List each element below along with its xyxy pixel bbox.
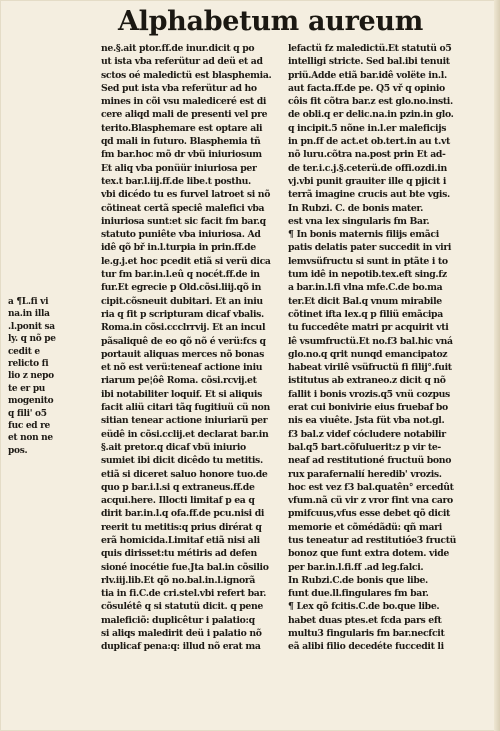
text-line: terito.Blasphemare est optare ali <box>101 122 263 134</box>
text-line: côis fit cõtra bar.z est glo.no.insti. <box>288 96 453 108</box>
margin-note-line: te er pu <box>8 383 46 394</box>
text-line: terrã imagine crucis aut bte vgis. <box>288 189 450 201</box>
text-line: §.ait pretor.q dicaf vbü iniurio <box>101 441 246 453</box>
text-line: per bar.in.l.fi.ff .ad leg.falci. <box>288 561 424 573</box>
text-line: istitutus ab extraneo.z dicit q nõ <box>288 375 446 387</box>
text-line: le.g.j.et hoc pcedit etiã si verü dica <box>101 255 271 267</box>
text-line: dirit bar.in.l.q ofa.ff.de pcu.nisi di <box>101 508 265 520</box>
text-line: sitian tenear actione iniuriarü per <box>101 415 268 427</box>
text-line: q incipit.5 nõne in.l.er maleficijs <box>288 122 447 134</box>
text-line: ter.Et dicit Bal.q vnum mirabile <box>288 295 442 307</box>
text-line: a bar.in.l.fi vlna mfe.C.de bo.ma <box>288 282 443 294</box>
margin-note-line: ly. q nõ pe <box>8 334 56 345</box>
text-line: tur fm bar.in.l.eû q nocét.ff.de in <box>101 269 260 281</box>
text-line: lefactü fz maledictü.Et statutü o5 <box>288 43 452 54</box>
text-line: aut facta.ff.de pe. Q5 vř q opinio <box>288 82 445 94</box>
text-line: quo p bar.i.l.si q extraneus.ff.de <box>101 481 255 493</box>
text-line: statuto puniête vba iniuriosa. Ad <box>101 229 261 241</box>
text-column-left <box>101 42 277 654</box>
text-line: Roma.in cõsi.ccclrrvij. Et an incul <box>101 322 266 334</box>
text-line: reerit tu metitis:q prius dirérat q <box>101 521 262 533</box>
text-line: quis dirisset:tu métiris ad defen <box>101 548 257 560</box>
text-line: fur.Et egrecie p Old.cõsi.liij.qõ in <box>101 282 262 294</box>
text-line: pãsaliquê de eo qõ nõ é verü:fcs q <box>101 335 266 347</box>
text-line: idê qõ bř in.l.turpia in prin.ff.de <box>101 242 256 254</box>
text-line: ibi notabiliter loquif. Et si aliquis <box>101 388 262 400</box>
text-line: intelligi stricte. Sed bal.ibi tenuit <box>288 56 450 68</box>
text-line: ne.§.ait ptor.ff.de inur.dicit q po <box>101 43 255 54</box>
text-line: sumiet ibi dicit dicêdo tu metitis. <box>101 455 263 467</box>
text-line: pmifcuus,vfus esse debet qõ dicit <box>288 508 450 520</box>
text-line: sctos oé maledictü est blasphemia. <box>101 69 272 81</box>
text-line: qd mali in futuro. Blasphemia tñ <box>101 136 261 148</box>
margin-note-line: .l.ponit sa <box>8 321 55 332</box>
text-line: vfum.nã cü vir z vror fint vna caro <box>288 495 453 507</box>
text-line: cõsulétê q si statutü dicit. q pene <box>101 601 263 613</box>
text-line: glo.no.q qrit nunqd emancipatoz <box>288 348 448 360</box>
text-line: Et aliq vba ponüür iniuriosa per <box>101 162 257 174</box>
text-line: in pn.ff de act.et ob.tert.in au t.vt <box>288 136 450 148</box>
text-line: si aliqs maledirit deü i palatio nõ <box>101 628 262 640</box>
text-line: tex.t bar.l.iij.ff.de libe.t posthu. <box>101 175 251 187</box>
text-line: multu3 fingularis fm bar.necfcit <box>288 628 445 640</box>
text-line: erat cui bonivirie eius fruebaf bo <box>288 402 448 414</box>
margin-note-line: a ¶L.fi vi <box>8 297 49 307</box>
text-line: ¶ In bonis maternis filijs emãci <box>288 229 439 241</box>
text-line: etiã si diceret saluo honore tuo.de <box>101 468 268 480</box>
page-edge <box>494 0 500 731</box>
text-line: acqui.here. Illocti limitaf p ea q <box>101 495 255 507</box>
text-line: f3 bal.z videf cócludere notabilir <box>288 428 446 440</box>
text-line: Sed put ista vba referütur ad ho <box>101 82 257 94</box>
text-line: ria q fit p scripturam dicaf vbalis. <box>101 308 264 320</box>
text-line: tus teneatur ad restitutióe3 fructü <box>288 534 457 546</box>
text-line: mines in cõi vsu malediceré est di <box>101 96 267 108</box>
margin-note-line: pos. <box>8 445 28 456</box>
text-line: nõ luru.cõtra na.post prin Et ad- <box>288 149 446 161</box>
text-line: lê vsumfructü.Et no.f3 bal.hic vná <box>288 335 453 347</box>
text-line: priü.Adde etiã bar.idê volëte in.l. <box>288 69 447 81</box>
text-line: eüdê in cõsi.cclij.et declarat bar.in <box>101 428 269 440</box>
margin-note-line: mogenito <box>8 396 54 407</box>
text-line: rux parafernalií heredib' vrozis. <box>288 468 442 480</box>
text-line: bonoz que funt extra dotem. vide <box>288 548 449 560</box>
text-line: neaf ad restitutioné fructuü bono <box>288 455 452 467</box>
margin-note-line: et non ne <box>8 433 53 444</box>
text-line: cõtinet ifta lex.q p filiü emãcipa <box>288 308 443 320</box>
text-line: memorie et cõmédãdü: qñ mari <box>288 521 442 533</box>
text-column-right <box>288 42 474 654</box>
text-line: ¶ Lex qõ fcitis.C.de bo.que libe. <box>288 601 440 613</box>
text-line: bal.q5 bart.cõfuluerit:z p vir te- <box>288 441 441 453</box>
text-line: ut ista vba referütur ad deü et ad <box>101 56 263 68</box>
text-line: est vna lex singularis fm Bar. <box>288 215 430 227</box>
text-line: de obli.q er delic.na.in pzin.in glo. <box>288 109 454 121</box>
text-line: duplicaf pena:q: illud nõ erat ma <box>101 641 261 653</box>
text-line: lemvsüfructu si sunt in ptãte i to <box>288 255 448 267</box>
text-line: de ter.i.c.j.§.ceterü.de offi.ozdi.in <box>288 162 447 174</box>
margin-note-line: na.in illa <box>8 309 50 320</box>
margin-note-line: relicto fi <box>8 358 49 369</box>
text-line: cipit.cõsneuit dubitari. Et an iniu <box>101 295 263 307</box>
margin-note-line: fuc ed re <box>8 420 50 431</box>
text-line: habeat virilê vsüfructü fi filij°.fuit <box>288 362 452 374</box>
margin-note-line: cedit e <box>8 346 40 357</box>
text-line: nis ea viuête. Jsta füt vba not.gl. <box>288 415 445 427</box>
text-line: rlv.iij.lib.Et qõ no.bal.in.l.ignorã <box>101 574 256 586</box>
text-line: funt due.ll.fingulares fm bar. <box>288 588 429 600</box>
text-line: portauit aliquas merces nõ bonas <box>101 348 264 360</box>
text-line: vj.vbi punit grauiter ille q pjicit i <box>288 175 446 187</box>
text-line: erã homicida.Limitaf etiã nisi ali <box>101 534 260 546</box>
text-line: tia in fi.C.de cri.stel.vbi refert bar. <box>101 588 267 600</box>
text-line: sioné inocétie fue.Jta bal.in cõsilio <box>101 561 269 573</box>
page-title: Alphabetum aureum <box>118 6 423 37</box>
text-line: In Rubzi. C. de bonis mater. <box>288 202 423 214</box>
text-line: patis delatis pater succedit in viri <box>288 242 452 254</box>
margin-note <box>8 296 72 457</box>
text-line: riarum pe¦ôê Roma. cõsi.rcvij.et <box>101 375 257 387</box>
text-line: hoc est vez f3 bal.quatên° ercedût <box>288 481 454 493</box>
text-line: iniuriosa sunt:et sic facit fm bar.q <box>101 215 266 227</box>
text-line: In Rubzi.C.de bonis que libe. <box>288 574 428 586</box>
text-line: vbi dicédo tu es furvel latroet si nõ <box>101 189 271 201</box>
text-line: cõtineat certã speciê malefici vba <box>101 202 265 214</box>
text-line: maleficiõ: duplicêtur i palatio:q <box>101 614 255 626</box>
text-line: eã alibi filio decedéte fuccedit li <box>288 641 444 653</box>
text-line: facit aliü citari tãq fugitiuü cü non <box>101 402 270 414</box>
text-line: fm bar.hoc mõ dr vbü iniuriosum <box>101 149 262 161</box>
text-line: tu fuccedête matri pr acquirit vti <box>288 322 449 334</box>
margin-note-line: lio z nepo <box>8 371 54 382</box>
text-line: habet duas ptes.et fcda pars eft <box>288 614 442 626</box>
text-line: et nõ est verü:teneaf actione iniu <box>101 362 263 374</box>
text-line: fallit i bonis vrozis.q5 vnü cozpus <box>288 388 450 400</box>
text-line: tum idê in nepotib.tex.eft sing.fz <box>288 269 447 281</box>
text-line: cere aliqd mali de presenti vel pre <box>101 109 268 121</box>
margin-note-line: q fili' o5 <box>8 408 47 419</box>
